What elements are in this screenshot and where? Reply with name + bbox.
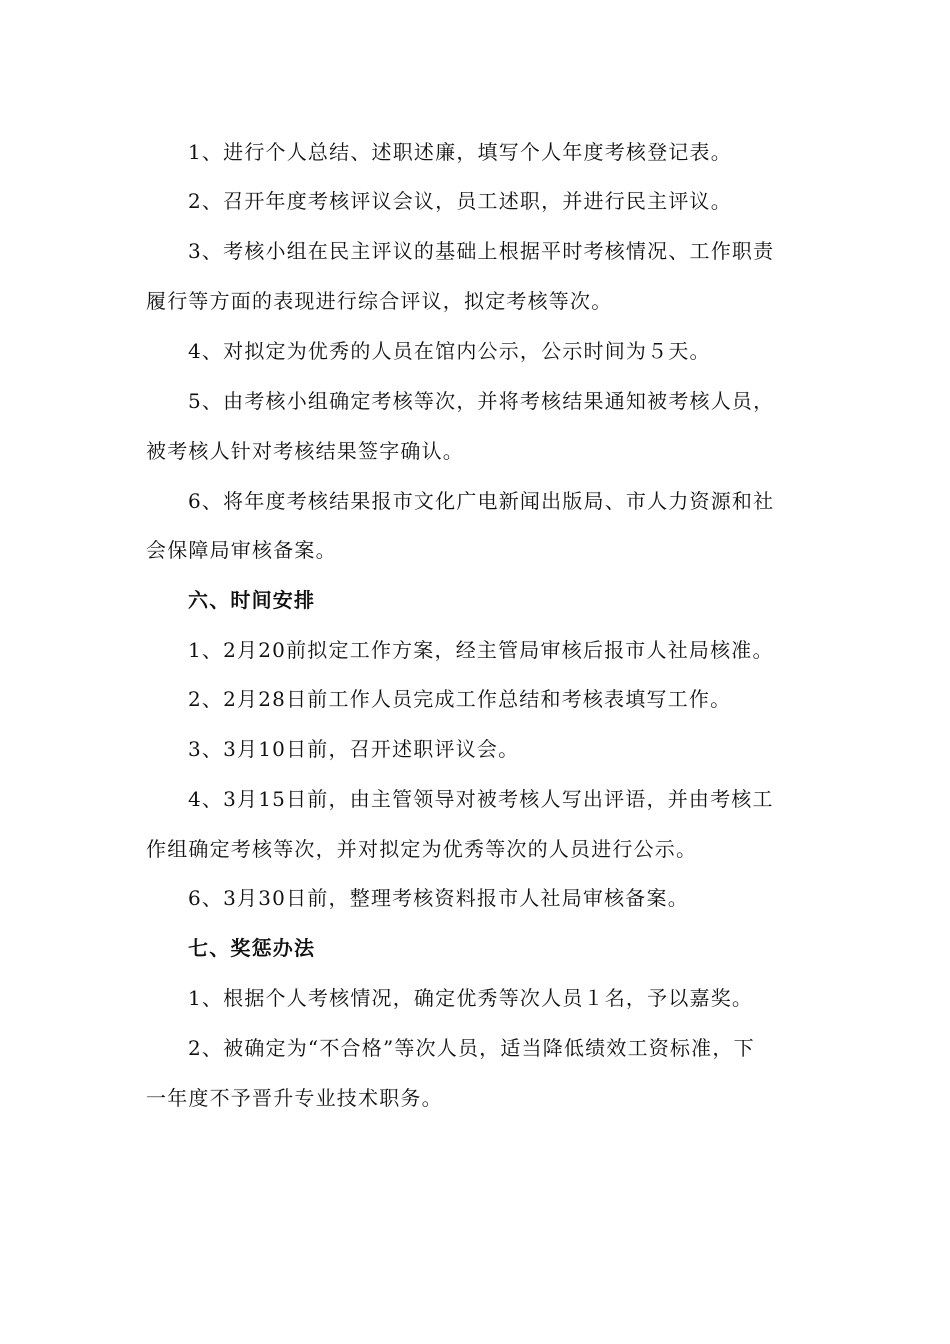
paragraph-line: 2、2月28日前工作人员完成工作总结和考核表填写工作。	[188, 687, 732, 711]
paragraph-line: 一年度不予晋升专业技术职务。	[146, 1086, 443, 1110]
section-heading-rewards-penalties: 七、奖惩办法	[188, 936, 316, 960]
paragraph-line: 3、考核小组在民主评议的基础上根据平时考核情况、工作职责	[188, 239, 775, 263]
paragraph-line: 1、根据个人考核情况，确定优秀等次人员１名，予以嘉奖。	[188, 986, 754, 1010]
paragraph-line: 2、被确定为“不合格”等次人员，适当降低绩效工资标准，下	[188, 1036, 755, 1060]
paragraph-line: 1、进行个人总结、述职述廉，填写个人年度考核登记表。	[188, 140, 732, 164]
paragraph-line: 会保障局审核备案。	[146, 538, 337, 562]
paragraph-line: 6、将年度考核结果报市文化广电新闻出版局、市人力资源和社	[188, 489, 775, 513]
paragraph-line: 被考核人针对考核结果签字确认。	[146, 439, 464, 463]
paragraph-line: 1、2月20前拟定工作方案，经主管局审核后报市人社局核准。	[188, 638, 774, 662]
paragraph-line: 2、召开年度考核评议会议，员工述职，并进行民主评议。	[188, 189, 732, 213]
paragraph-line: 5、由考核小组确定考核等次，并将考核结果通知被考核人员，	[188, 389, 775, 413]
paragraph-line: 4、对拟定为优秀的人员在馆内公示，公示时间为５天。	[188, 339, 711, 363]
paragraph-line: 4、3月15日前，由主管领导对被考核人写出评语，并由考核工	[188, 787, 774, 811]
paragraph-line: 6、3月30日前，整理考核资料报市人社局审核备案。	[188, 886, 689, 910]
section-heading-time-schedule: 六、时间安排	[188, 588, 316, 612]
paragraph-line: 作组确定考核等次，并对拟定为优秀等次的人员进行公示。	[146, 837, 698, 861]
paragraph-line: 3、3月10日前，召开述职评议会。	[188, 737, 520, 761]
paragraph-line: 履行等方面的表现进行综合评议，拟定考核等次。	[146, 289, 613, 313]
